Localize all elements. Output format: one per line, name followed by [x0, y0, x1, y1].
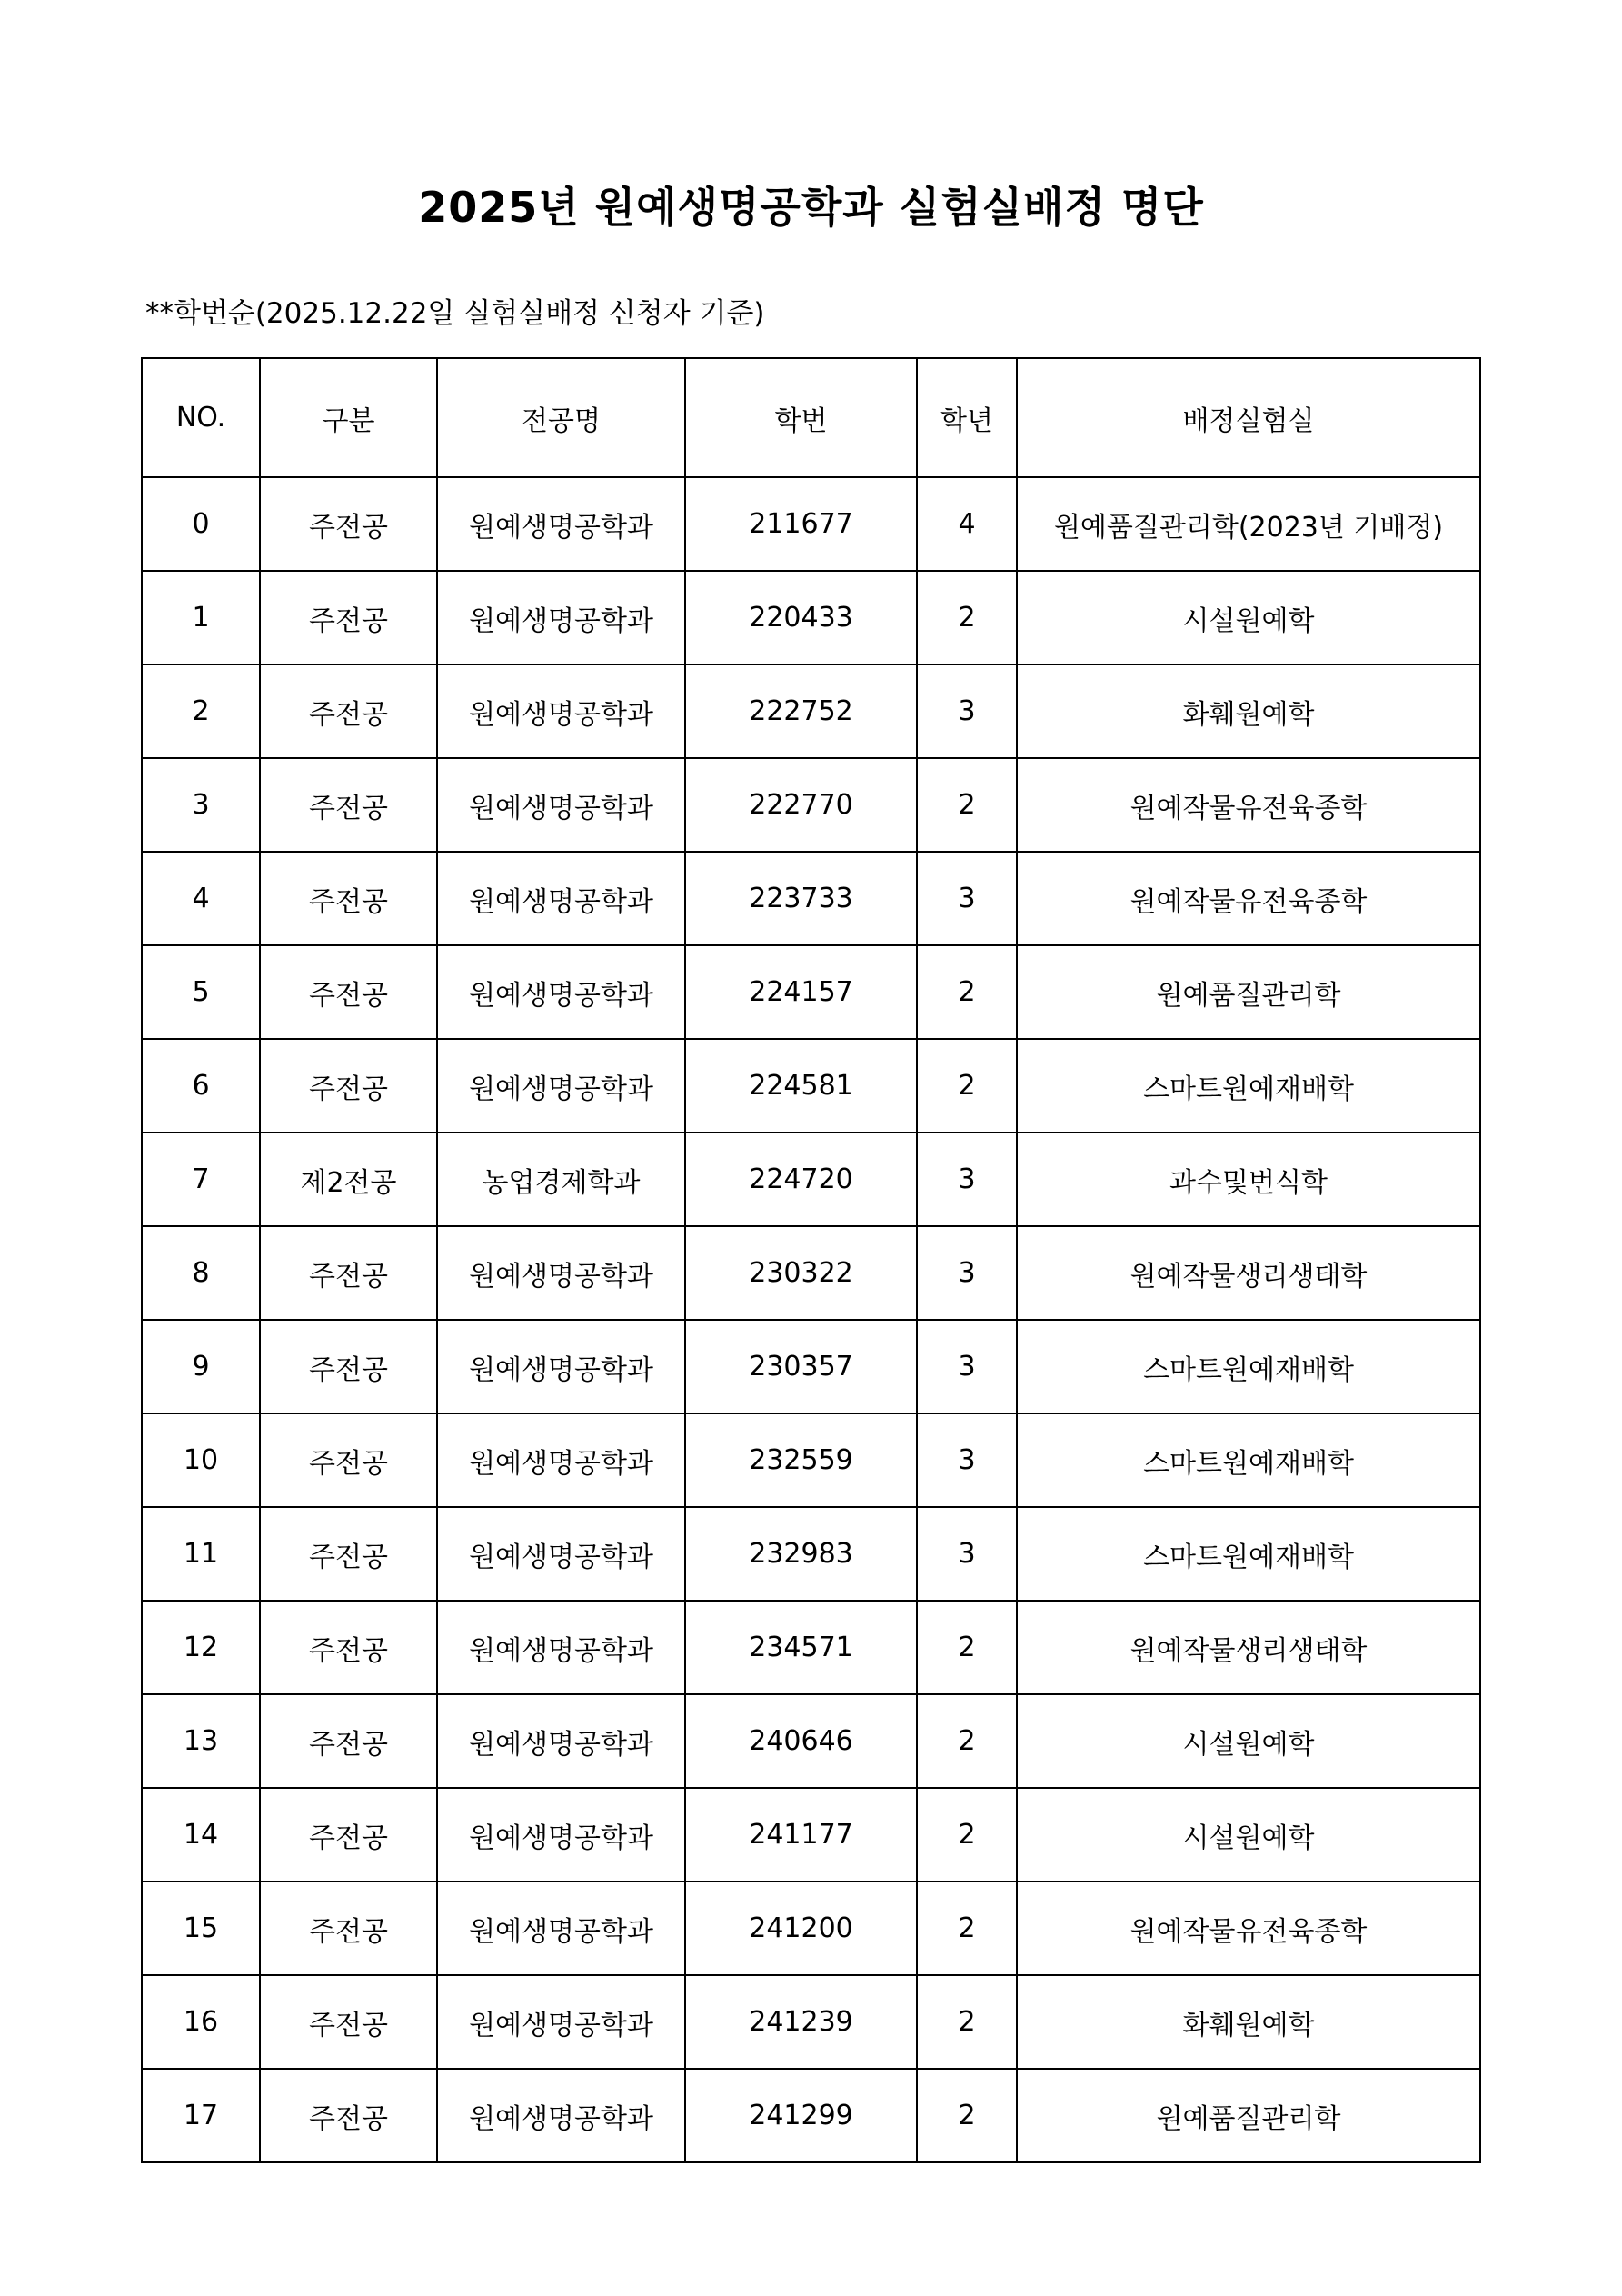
cell-type: 주전공	[260, 1601, 437, 1694]
cell-no: 8	[142, 1226, 260, 1320]
cell-lab: 스마트원예재배학	[1017, 1507, 1480, 1601]
cell-student-id: 224157	[685, 945, 917, 1039]
table-row	[142, 571, 1480, 664]
table-row	[142, 664, 1480, 758]
cell-year: 2	[917, 571, 1017, 664]
cell-year: 4	[917, 477, 1017, 571]
cell-lab: 원예품질관리학(2023년 기배정)	[1017, 477, 1480, 571]
cell-major: 원예생명공학과	[437, 1601, 685, 1694]
cell-year: 2	[917, 1601, 1017, 1694]
cell-no: 11	[142, 1507, 260, 1601]
header-type: 구분	[260, 358, 437, 477]
cell-type: 주전공	[260, 664, 437, 758]
cell-type: 제2전공	[260, 1133, 437, 1226]
cell-lab: 스마트원예재배학	[1017, 1320, 1480, 1413]
cell-year: 3	[917, 852, 1017, 945]
cell-lab: 시설원예학	[1017, 571, 1480, 664]
cell-year: 2	[917, 1694, 1017, 1788]
cell-student-id: 232559	[685, 1413, 917, 1507]
cell-lab: 스마트원예재배학	[1017, 1039, 1480, 1133]
cell-no: 12	[142, 1601, 260, 1694]
cell-type: 주전공	[260, 1226, 437, 1320]
cell-major: 원예생명공학과	[437, 945, 685, 1039]
cell-no: 7	[142, 1133, 260, 1226]
table-row	[142, 1413, 1480, 1507]
cell-type: 주전공	[260, 1507, 437, 1601]
cell-type: 주전공	[260, 758, 437, 852]
cell-lab: 화훼원예학	[1017, 1975, 1480, 2069]
lab-assignment-table	[141, 357, 1481, 2163]
cell-type: 주전공	[260, 477, 437, 571]
cell-lab: 화훼원예학	[1017, 664, 1480, 758]
cell-year: 2	[917, 2069, 1017, 2162]
cell-no: 2	[142, 664, 260, 758]
cell-student-id: 222770	[685, 758, 917, 852]
cell-year: 2	[917, 758, 1017, 852]
cell-no: 16	[142, 1975, 260, 2069]
cell-type: 주전공	[260, 1788, 437, 1882]
table-row	[142, 1133, 1480, 1226]
table-row	[142, 1694, 1480, 1788]
table-row	[142, 2069, 1480, 2162]
cell-type: 주전공	[260, 1882, 437, 1975]
cell-year: 2	[917, 1975, 1017, 2069]
cell-student-id: 220433	[685, 571, 917, 664]
cell-no: 4	[142, 852, 260, 945]
table-header-row	[142, 358, 1480, 477]
cell-lab: 원예작물유전육종학	[1017, 852, 1480, 945]
cell-major: 원예생명공학과	[437, 1320, 685, 1413]
cell-type: 주전공	[260, 1694, 437, 1788]
cell-type: 주전공	[260, 1975, 437, 2069]
cell-year: 2	[917, 945, 1017, 1039]
table-row	[142, 1882, 1480, 1975]
table-row	[142, 1601, 1480, 1694]
document-title: 2025년 원예생명공학과 실험실배정 명단	[418, 183, 1204, 232]
cell-lab: 과수및번식학	[1017, 1133, 1480, 1226]
cell-major: 원예생명공학과	[437, 477, 685, 571]
table-row	[142, 1507, 1480, 1601]
cell-year: 3	[917, 664, 1017, 758]
table-row	[142, 945, 1480, 1039]
cell-major: 원예생명공학과	[437, 571, 685, 664]
cell-student-id: 241299	[685, 2069, 917, 2162]
cell-no: 0	[142, 477, 260, 571]
cell-student-id: 232983	[685, 1507, 917, 1601]
header-no: NO.	[142, 358, 260, 477]
cell-no: 10	[142, 1413, 260, 1507]
cell-student-id: 222752	[685, 664, 917, 758]
cell-student-id: 241177	[685, 1788, 917, 1882]
cell-student-id: 241239	[685, 1975, 917, 2069]
cell-lab: 원예작물유전육종학	[1017, 758, 1480, 852]
table-row	[142, 852, 1480, 945]
cell-major: 원예생명공학과	[437, 758, 685, 852]
table-row	[142, 1320, 1480, 1413]
cell-year: 3	[917, 1413, 1017, 1507]
cell-type: 주전공	[260, 945, 437, 1039]
cell-type: 주전공	[260, 1413, 437, 1507]
cell-major: 원예생명공학과	[437, 2069, 685, 2162]
table-row	[142, 1226, 1480, 1320]
cell-major: 원예생명공학과	[437, 852, 685, 945]
cell-major: 원예생명공학과	[437, 1413, 685, 1507]
cell-lab: 원예작물생리생태학	[1017, 1226, 1480, 1320]
cell-year: 3	[917, 1133, 1017, 1226]
cell-lab: 시설원예학	[1017, 1788, 1480, 1882]
cell-major: 원예생명공학과	[437, 1788, 685, 1882]
cell-no: 13	[142, 1694, 260, 1788]
cell-student-id: 224581	[685, 1039, 917, 1133]
cell-major: 원예생명공학과	[437, 1694, 685, 1788]
cell-major: 원예생명공학과	[437, 1226, 685, 1320]
cell-student-id: 224720	[685, 1133, 917, 1226]
cell-lab: 원예품질관리학	[1017, 2069, 1480, 2162]
cell-lab: 원예작물유전육종학	[1017, 1882, 1480, 1975]
cell-year: 2	[917, 1039, 1017, 1133]
cell-lab: 원예작물생리생태학	[1017, 1601, 1480, 1694]
cell-major: 원예생명공학과	[437, 1039, 685, 1133]
cell-major: 원예생명공학과	[437, 1507, 685, 1601]
cell-year: 2	[917, 1788, 1017, 1882]
cell-student-id: 234571	[685, 1601, 917, 1694]
cell-student-id: 223733	[685, 852, 917, 945]
cell-student-id: 211677	[685, 477, 917, 571]
cell-no: 15	[142, 1882, 260, 1975]
header-major: 전공명	[437, 358, 685, 477]
cell-year: 2	[917, 1882, 1017, 1975]
cell-major: 원예생명공학과	[437, 1975, 685, 2069]
cell-no: 17	[142, 2069, 260, 2162]
cell-type: 주전공	[260, 1039, 437, 1133]
header-student-id: 학번	[685, 358, 917, 477]
cell-student-id: 240646	[685, 1694, 917, 1788]
cell-year: 3	[917, 1507, 1017, 1601]
cell-type: 주전공	[260, 2069, 437, 2162]
header-lab: 배정실험실	[1017, 358, 1480, 477]
cell-major: 농업경제학과	[437, 1133, 685, 1226]
header-year: 학년	[917, 358, 1017, 477]
sort-note: **학번순(2025.12.22일 실험실배정 신청자 기준)	[145, 297, 765, 330]
cell-major: 원예생명공학과	[437, 1882, 685, 1975]
cell-student-id: 230357	[685, 1320, 917, 1413]
cell-no: 5	[142, 945, 260, 1039]
cell-lab: 원예품질관리학	[1017, 945, 1480, 1039]
table-row	[142, 1975, 1480, 2069]
cell-major: 원예생명공학과	[437, 664, 685, 758]
table-row	[142, 1039, 1480, 1133]
cell-type: 주전공	[260, 1320, 437, 1413]
cell-lab: 스마트원예재배학	[1017, 1413, 1480, 1507]
cell-no: 6	[142, 1039, 260, 1133]
cell-year: 3	[917, 1226, 1017, 1320]
cell-student-id: 230322	[685, 1226, 917, 1320]
table-row	[142, 1788, 1480, 1882]
cell-lab: 시설원예학	[1017, 1694, 1480, 1788]
cell-type: 주전공	[260, 852, 437, 945]
cell-student-id: 241200	[685, 1882, 917, 1975]
cell-no: 3	[142, 758, 260, 852]
cell-no: 1	[142, 571, 260, 664]
cell-type: 주전공	[260, 571, 437, 664]
cell-no: 14	[142, 1788, 260, 1882]
cell-year: 3	[917, 1320, 1017, 1413]
cell-no: 9	[142, 1320, 260, 1413]
table-row	[142, 477, 1480, 571]
table-row	[142, 758, 1480, 852]
